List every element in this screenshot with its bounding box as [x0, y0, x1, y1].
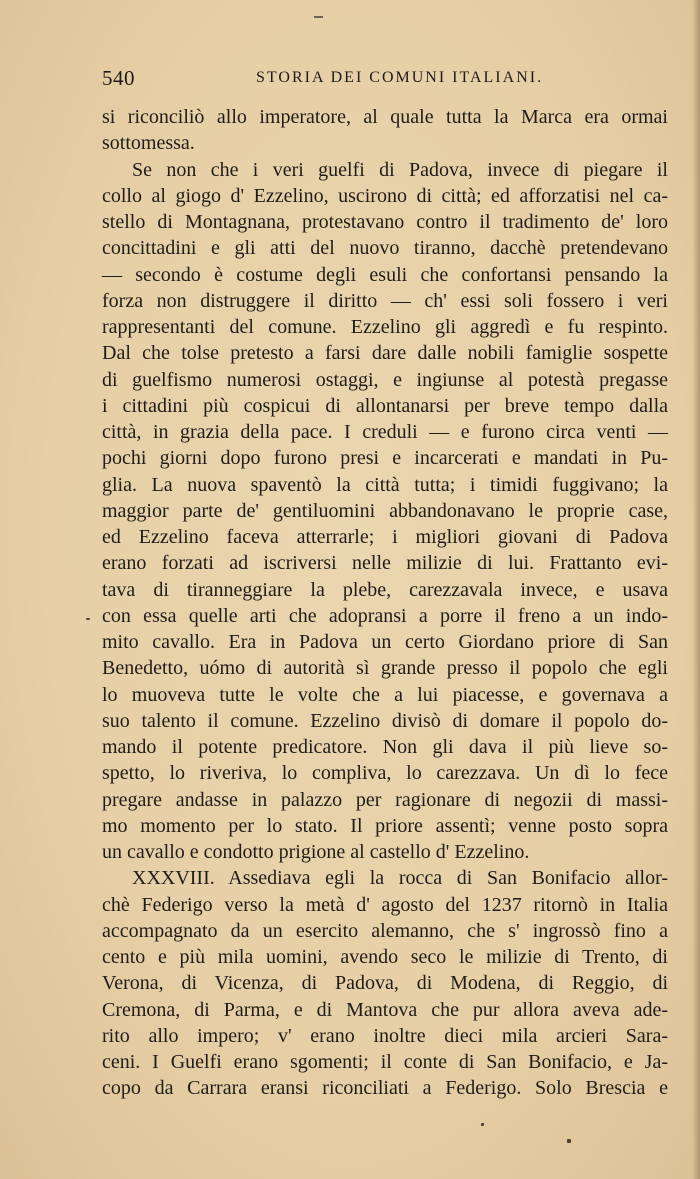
text-line: accompagnato da un esercito alemanno, che s' ingrossò fino a: [102, 919, 668, 942]
text-line: copo da Carrara eransi riconciliati a Federigo. Solo Brescia e: [102, 1077, 668, 1100]
page-number: 540: [102, 66, 135, 90]
text-line: chè Federigo verso la metà d' agosto del 1237 ritornò in Italia: [102, 893, 668, 916]
text-line: glia. La nuova spaventò la città tutta; i timidi fuggivano; la: [102, 473, 668, 496]
text-line: con essa quelle arti che adopransi a porre il freno a un indo-: [102, 604, 668, 627]
text-line: di guelfismo numerosi ostaggi, e ingiunse al potestà pregasse: [102, 368, 668, 391]
text-line: erano forzati ad iscriversi nelle milizie di lui. Frattanto evi-: [102, 552, 668, 575]
text-line: pochi giorni dopo furono presi e incarcerati e mandati in Pu-: [102, 447, 668, 470]
text-line: mando il potente predicatore. Non gli dava il più lieve so-: [102, 736, 668, 758]
page-edge-shadow: [692, 0, 700, 1179]
text-line: spetto, lo riveriva, lo compliva, lo carezzava. Un dì lo fece: [102, 762, 668, 785]
text-line: collo al giogo d' Ezzelino, uscirono di città; ed afforzatisi nel ca-: [102, 184, 668, 207]
text-line: Cremona, di Parma, e di Mantova che pur allora aveva ade-: [102, 998, 668, 1021]
text-line: stello di Montagnana, protestavano contro il tradimento de' loro: [102, 211, 668, 233]
text-line: ed Ezzelino faceva atterrarle; i migliori giovani di Padova: [102, 526, 668, 548]
text-line: mito cavallo. Era in Padova un certo Giordano priore di San: [102, 631, 668, 653]
text-line: ceni. I Guelfi erano sgomenti; il conte di San Bonifacio, e Ja-: [102, 1051, 668, 1073]
ink-speck: [567, 1139, 571, 1143]
text-line: città, in grazia della pace. I creduli — e furono circa venti —: [102, 421, 668, 443]
page-header: [102, 66, 668, 96]
ink-speck: [86, 618, 90, 620]
text-line: lo muoveva tutte le volte che a lui piacesse, e governava a: [102, 683, 668, 706]
text-line: un cavallo e condotto prigione al castello d' Ezzelino.: [102, 841, 530, 863]
text-line: cento e più mila uomini, avendo seco le milizie di Trento, di: [102, 946, 668, 968]
body-text: [102, 104, 668, 1102]
text-line: concittadini e gli atti del nuovo tiranno, dacchè pretendevano: [102, 237, 668, 260]
text-line: Dal che tolse pretesto a farsi dare dalle nobili famiglie sospette: [102, 342, 668, 365]
text-line: Se non che i veri guelfi di Padova, invece di piegare il: [132, 158, 668, 181]
text-line: i cittadini più cospicui di allontanarsi per breve tempo dalla: [102, 394, 668, 417]
text-line: forza non distruggere il diritto — ch' essi soli fossero i veri: [102, 289, 668, 312]
text-line: mo momento per lo stato. Il priore assentì; venne posto sopra: [102, 814, 668, 837]
running-head: STORIA DEI COMUNI ITALIANI.: [256, 69, 544, 86]
text-line: — secondo è costume degli esuli che confortansi pensando la: [102, 263, 668, 286]
text-line: si riconciliò allo imperatore, al quale tutta la Marca era ormai: [102, 106, 668, 128]
text-line: maggior parte de' gentiluomini abbandonavano le proprie case,: [102, 499, 668, 522]
text-line: tava di tiranneggiare la plebe, carezzavala invece, e usava: [102, 578, 668, 601]
ink-speck: [481, 1123, 484, 1126]
text-line: sottomessa.: [102, 132, 195, 155]
text-line: Benedetto, uómo di autorità sì grande presso il popolo che egli: [102, 657, 668, 680]
text-line: Verona, di Vicenza, di Padova, di Modena, di Reggio, di: [102, 972, 668, 995]
text-line: rito allo impero; v' erano inoltre dieci mila arcieri Sara-: [102, 1024, 668, 1047]
printer-mark: [314, 16, 323, 18]
text-line: XXXVIII. Assediava egli la rocca di San Bonifacio allor-: [132, 867, 668, 890]
text-line: rappresentanti del comune. Ezzelino gli aggredì e fu respinto.: [102, 316, 668, 338]
text-line: suo talento il comune. Ezzelino divisò di domare il popolo do-: [102, 709, 668, 732]
text-line: pregare andasse in palazzo per ragionare di negozii di massi-: [102, 788, 668, 811]
